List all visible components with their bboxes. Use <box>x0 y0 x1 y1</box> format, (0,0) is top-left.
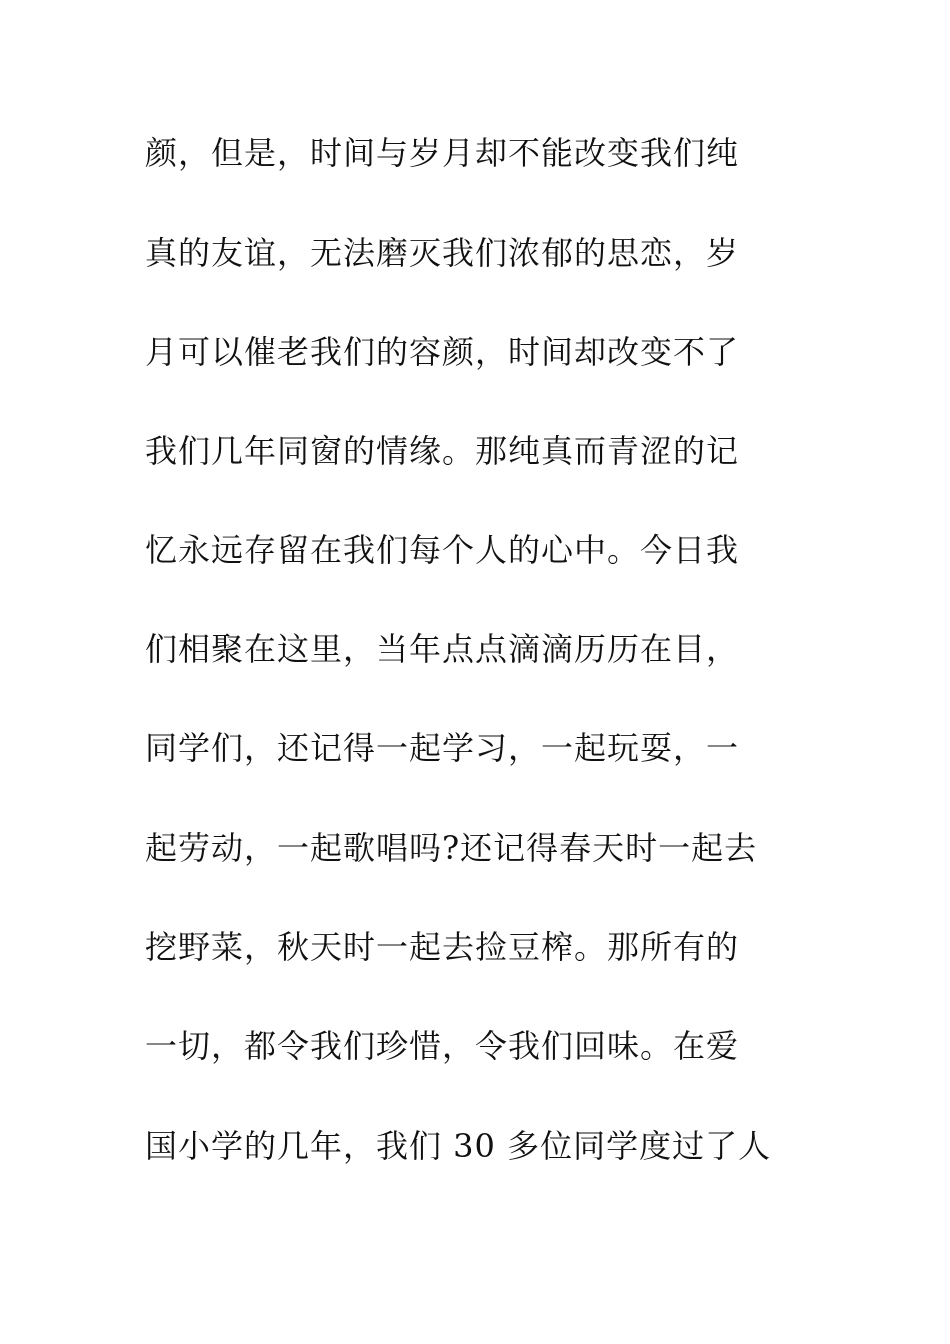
text-line: 国小学的几年，我们 30 多位同学度过了人 <box>145 1127 772 1165</box>
text-line: 忆永远存留在我们每个人的心中。今日我 <box>145 531 740 569</box>
text-line: 颜，但是，时间与岁月却不能改变我们纯 <box>145 134 740 172</box>
text-line: 一切，都令我们珍惜，令我们回味。在爱 <box>145 1027 740 1065</box>
text-line: 同学们，还记得一起学习，一起玩耍，一 <box>145 729 740 767</box>
text-line: 起劳动，一起歌唱吗?还记得春天时一起去 <box>145 829 758 867</box>
text-line: 月可以催老我们的容颜，时间却改变不了 <box>145 333 740 371</box>
text-line: 们相聚在这里，当年点点滴滴历历在目， <box>145 630 740 668</box>
text-line: 我们几年同窗的情缘。那纯真而青涩的记 <box>145 432 740 470</box>
text-line: 真的友谊，无法磨灭我们浓郁的思恋，岁 <box>145 234 740 272</box>
text-line: 挖野菜，秋天时一起去捡豆榨。那所有的 <box>145 928 740 966</box>
